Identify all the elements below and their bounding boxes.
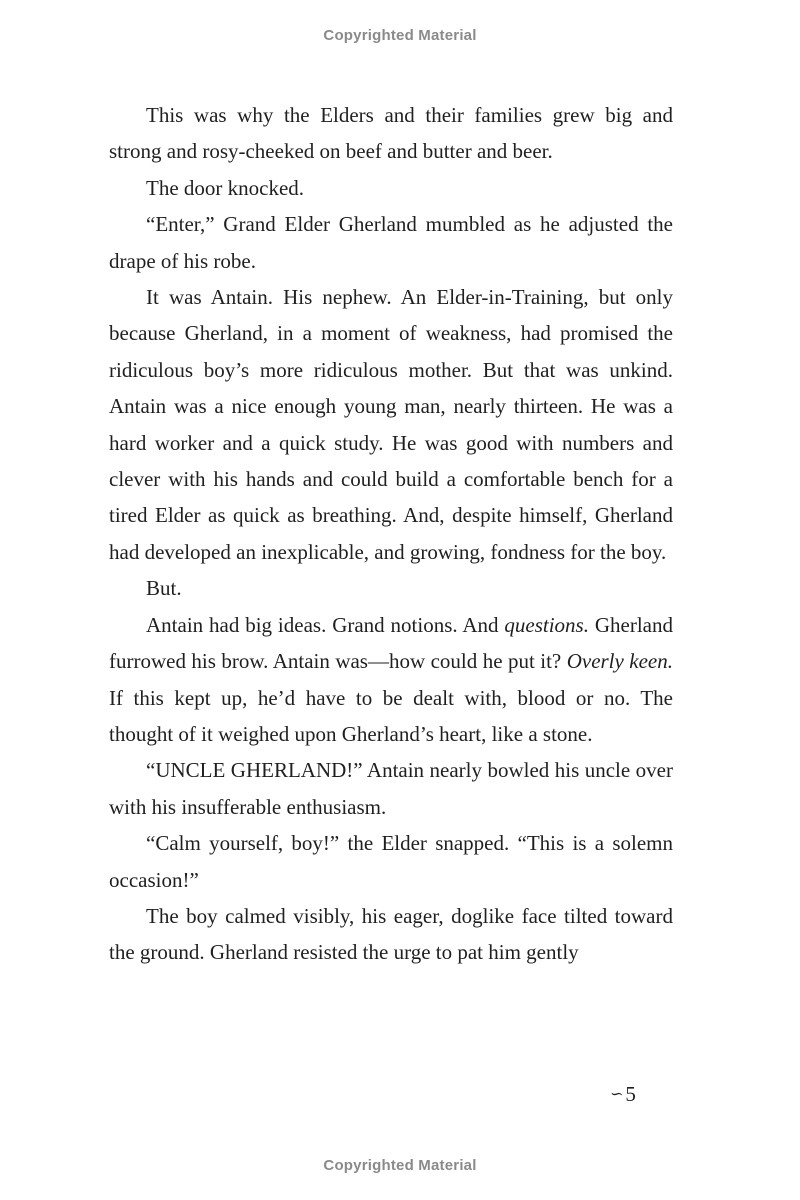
paragraph-4: It was Antain. His nephew. An Elder-in-Training, but only because Gherland, in a moment of weakness, had promised the ridiculous boy’s more ridiculous mother. But that was unkind. Antain was a nice enough young man, nearly thirteen. He was a hard worker and a quick study. He was good with numbers and clever with his hands and could build a comfortable bench for a tired Elder as quick as breathing. And, despite himself, Gherland had developed an inexplicable, and growing, fondness for the boy.: [109, 285, 673, 564]
paragraph-1: This was why the Elders and their families grew big and strong and rosy-cheeked on beef and butter and beer.: [109, 103, 673, 164]
emphasis-overly-keen: Overly keen.: [566, 649, 674, 674]
copyright-watermark-bottom: Copyrighted Material: [323, 1157, 477, 1174]
emphasis-questions: questions.: [504, 612, 589, 637]
page-body-text: [109, 97, 673, 971]
paragraph-6: [109, 607, 673, 753]
paragraph-6-part-b: Gherland furrowed his brow. Antain was—how could he put it?: [109, 612, 673, 674]
paragraph-8: “Calm yourself, boy!” the Elder snapped. “This is a solemn occasion!”: [109, 831, 673, 892]
paragraph-7: “UNCLE GHERLAND!” Antain nearly bowled his uncle over with his insufferable enthusiasm.: [109, 758, 673, 819]
page-number: [610, 1082, 636, 1107]
ornament-tilde-icon: ∽: [610, 1086, 624, 1103]
paragraph-6-part-a: Antain had big ideas. Grand notions. And: [146, 612, 505, 637]
paragraph-5: But.: [146, 576, 182, 601]
paragraph-9: The boy calmed visibly, his eager, doglike face tilted toward the ground. Gherland resisted the urge to pat him gently: [109, 903, 673, 965]
paragraph-2: The door knocked.: [146, 175, 305, 200]
copyright-watermark-top: Copyrighted Material: [323, 27, 477, 44]
page-number-value: 5: [625, 1082, 636, 1106]
paragraph-3: “Enter,” Grand Elder Gherland mumbled as he adjusted the drape of his robe.: [109, 212, 673, 273]
paragraph-6-part-c: If this kept up, he’d have to be dealt with, blood or no. The thought of it weighed upon Gherland’s heart, like a stone.: [109, 685, 673, 746]
